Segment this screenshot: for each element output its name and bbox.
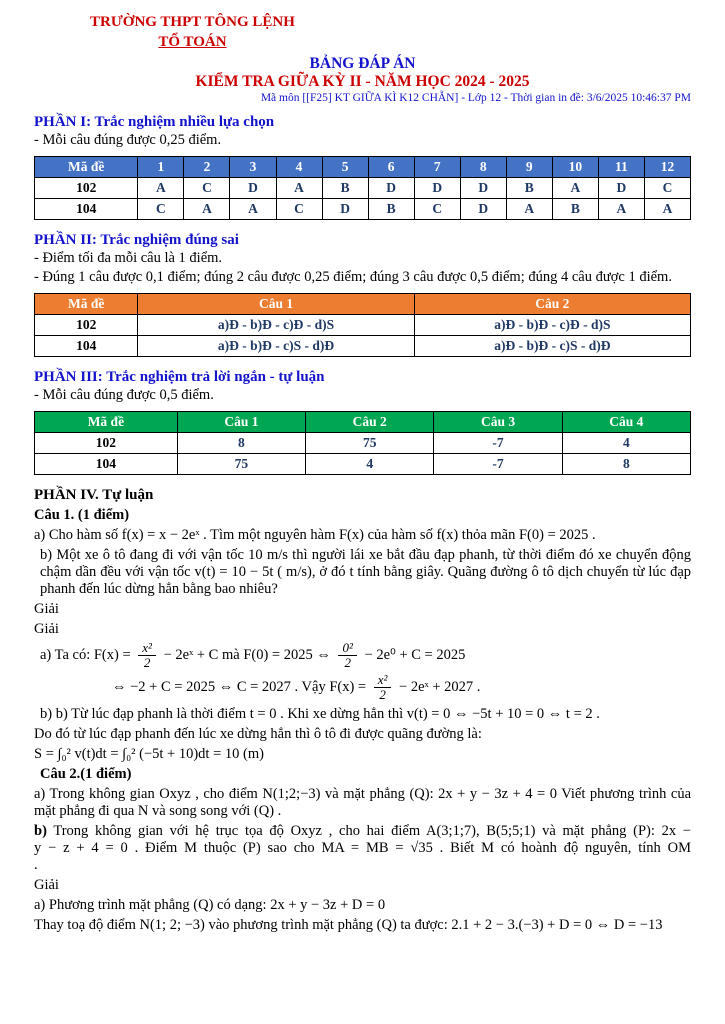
table-row: [35, 198, 691, 219]
col-header: 8: [460, 156, 506, 177]
col-header: 1: [138, 156, 184, 177]
fraction-numerator: x²: [374, 673, 392, 688]
table-row: [35, 335, 691, 356]
answer-cell: C: [644, 177, 690, 198]
answer-cell: 8: [177, 432, 305, 453]
col-header: 12: [644, 156, 690, 177]
cau2-title: Câu 2.(1 điểm): [40, 765, 132, 782]
cau1-solution-b-line1: b) b) Từ lúc đạp phanh là thời điểm t = 0 . Khi xe dừng hẳn thì v(t) = 0 ⇔ −5t + 10 = 0 ⇔ t = 2 .: [40, 705, 600, 722]
answer-cell: B: [368, 198, 414, 219]
col-header: Câu 2: [414, 293, 690, 314]
col-header: 11: [598, 156, 644, 177]
answer-cell: 4: [562, 432, 690, 453]
answer-cell: C: [414, 198, 460, 219]
fraction-denominator: 2: [344, 654, 351, 670]
answer-cell: -7: [434, 453, 562, 474]
table-header-row: [35, 293, 691, 314]
answer-cell: C: [138, 198, 184, 219]
math-segment: − 2e⁰ + C = 2025: [364, 646, 466, 663]
answer-cell: a)Đ - b)Đ - c)Đ - d)S: [414, 314, 690, 335]
cau1-question-b: b) Một xe ô tô đang đi với vận tốc 10 m/s thì người lái xe bắt đầu đạp phanh, từ thời điểm đó xe chuyển động chậm dần đều với vận tốc v(t) = 10 − 5t ( m/s), ở đó t tính bằng giây. Quãng đường ô tô dịch chuyển từ lúc đạp phanh đến lúc dừng hẳn bằng bao nhiêu?: [40, 546, 691, 597]
part3-answer-table: [34, 411, 691, 475]
fraction-numerator: 0²: [338, 641, 356, 656]
exam-code: 104: [35, 453, 178, 474]
cau1-solution-b-line2: Do đó từ lúc đạp phanh đến lúc xe dừng hẳn thì ô tô đi được quãng đường là:: [34, 725, 482, 742]
part1-heading: PHẦN I: Trắc nghiệm nhiều lựa chọn: [34, 113, 275, 130]
math-segment: − 2eˣ + C mà F(0) = 2025 ⇔: [163, 646, 331, 663]
table-row: [35, 177, 691, 198]
department-name: TỔ TOÁN: [158, 34, 227, 51]
part1-note: - Mỗi câu đúng được 0,25 điểm.: [34, 131, 222, 148]
answer-cell: A: [506, 198, 552, 219]
table-row: [35, 314, 691, 335]
part1-answer-table: [34, 156, 691, 220]
document-title: BẢNG ĐÁP ÁN: [309, 54, 416, 72]
col-header: Câu 1: [177, 411, 305, 432]
answer-cell: A: [598, 198, 644, 219]
answer-cell: A: [138, 177, 184, 198]
table-row: [35, 453, 691, 474]
part2-note1: - Điểm tối đa mỗi câu là 1 điểm.: [34, 249, 223, 266]
math-segment: − 2eˣ + 2027 .: [399, 679, 481, 696]
col-header: 6: [368, 156, 414, 177]
col-header: 9: [506, 156, 552, 177]
question-b-marker: b): [34, 822, 47, 839]
col-header: 7: [414, 156, 460, 177]
part2-heading: PHẦN II: Trắc nghiệm đúng sai: [34, 231, 239, 248]
col-header: Câu 2: [306, 411, 434, 432]
part2-answer-table: [34, 293, 691, 357]
table-row: [35, 432, 691, 453]
school-name: TRƯỜNG THPT TÔNG LỆNH: [90, 14, 295, 30]
table-header-row: [35, 156, 691, 177]
answer-cell: 75: [306, 432, 434, 453]
answer-cell: 4: [306, 453, 434, 474]
exam-code: 104: [35, 198, 138, 219]
solution-label: Giải: [34, 876, 59, 893]
answer-cell: A: [230, 198, 276, 219]
fraction: [138, 641, 156, 671]
fraction-denominator: 2: [143, 654, 151, 670]
answer-cell: a)Đ - b)Đ - c)S - d)Đ: [138, 335, 414, 356]
col-header: 3: [230, 156, 276, 177]
answer-cell: -7: [434, 432, 562, 453]
solution-label: Giải: [34, 620, 59, 637]
exam-code: 102: [35, 432, 178, 453]
answer-cell: D: [460, 198, 506, 219]
col-header: 5: [322, 156, 368, 177]
fraction: [338, 641, 356, 671]
document-subtitle: KIỂM TRA GIỮA KỲ II - NĂM HỌC 2024 - 2025: [195, 72, 530, 90]
col-header-code: Mã đề: [35, 293, 138, 314]
col-header: 10: [552, 156, 598, 177]
fraction-numerator: x²: [138, 641, 156, 656]
answer-cell: a)Đ - b)Đ - c)S - d)Đ: [414, 335, 690, 356]
solution-label: Giải: [34, 600, 59, 617]
cau2-solution-a-line1: a) Phương trình mặt phẳng (Q) có dạng: 2x + y − 3z + D = 0: [34, 896, 386, 913]
answer-cell: D: [598, 177, 644, 198]
school-block: [90, 12, 295, 53]
answer-cell: A: [552, 177, 598, 198]
answer-cell: a)Đ - b)Đ - c)Đ - d)S: [138, 314, 414, 335]
cau2-question-a: a) Trong không gian Oxyz , cho điểm N(1;2;−3) và mặt phẳng (Q): 2x + y − 3z + 4 = 0 Viết phương trình của mặt phẳng đi qua N và song song với (Q) .: [34, 785, 691, 819]
fraction-denominator: 2: [379, 687, 386, 703]
col-header-code: Mã đề: [35, 411, 178, 432]
fraction: [374, 673, 392, 703]
answer-cell: C: [276, 198, 322, 219]
answer-cell: B: [506, 177, 552, 198]
answer-cell: A: [276, 177, 322, 198]
col-header-code: Mã đề: [35, 156, 138, 177]
answer-cell: D: [414, 177, 460, 198]
part4-heading: PHẦN IV. Tự luận: [34, 486, 154, 503]
answer-cell: D: [322, 198, 368, 219]
answer-cell: B: [322, 177, 368, 198]
cau2-question-b: [34, 823, 691, 874]
math-segment: a) Ta có: F(x) =: [40, 646, 131, 663]
cau1-title: Câu 1. (1 điểm): [34, 506, 130, 523]
cau1-solution-a-line2: [112, 673, 691, 703]
exam-code: 102: [35, 177, 138, 198]
col-header: Câu 4: [562, 411, 690, 432]
exam-code: 104: [35, 335, 138, 356]
answer-cell: A: [184, 198, 230, 219]
col-header: Câu 1: [138, 293, 414, 314]
answer-cell: B: [552, 198, 598, 219]
col-header: 4: [276, 156, 322, 177]
exam-code: 102: [35, 314, 138, 335]
answer-cell: 75: [177, 453, 305, 474]
cau1-question-a: a) Cho hàm số f(x) = x − 2eˣ . Tìm một nguyên hàm F(x) của hàm số f(x) thỏa mãn F(0) = 2025 .: [34, 526, 596, 543]
math-segment: ⇔ −2 + C = 2025 ⇔ C = 2027 . Vậy F(x) =: [112, 679, 367, 696]
answer-cell: 8: [562, 453, 690, 474]
answer-cell: D: [368, 177, 414, 198]
col-header: Câu 3: [434, 411, 562, 432]
part3-note: - Mỗi câu đúng được 0,5 điểm.: [34, 386, 214, 403]
col-header: 2: [184, 156, 230, 177]
answer-cell: D: [460, 177, 506, 198]
part2-note2: - Đúng 1 câu được 0,1 điểm; đúng 2 câu được 0,25 điểm; đúng 3 câu được 0,5 điểm; đúng 4 câu được 1 điểm.: [34, 268, 672, 285]
answer-cell: D: [230, 177, 276, 198]
table-header-row: [35, 411, 691, 432]
cau2-solution-a-line2: Thay toạ độ điểm N(1; 2; −3) vào phương trình mặt phẳng (Q) ta được: 2.1 + 2 − 3.(−3) + D = 0 ⇔ D = −13: [34, 916, 663, 933]
question-b-text: Trong không gian với hệ trục tọa độ Oxyz , cho hai điểm A(3;1;7), B(5;5;1) và mặt phẳng (P): 2x − y − z + 4 = 0 . Điểm M thuộc (P) sao cho MA = MB = √35 . Biết M có hoành độ nguyên, tính OM .: [34, 822, 691, 873]
part3-heading: PHẦN III: Trắc nghiệm trả lời ngắn - tự luận: [34, 368, 325, 385]
cau1-solution-b-line3: S = ∫₀² v(t)dt = ∫₀² (−5t + 10)dt = 10 (m): [34, 745, 264, 762]
cau1-solution-a-line1: [40, 641, 691, 671]
answer-cell: C: [184, 177, 230, 198]
exam-meta: Mã môn [[F25] KT GIỮA KÌ K12 CHẴN] - Lớp 12 - Thời gian in đề: 3/6/2025 10:46:37 PM: [260, 91, 691, 104]
answer-cell: A: [644, 198, 690, 219]
